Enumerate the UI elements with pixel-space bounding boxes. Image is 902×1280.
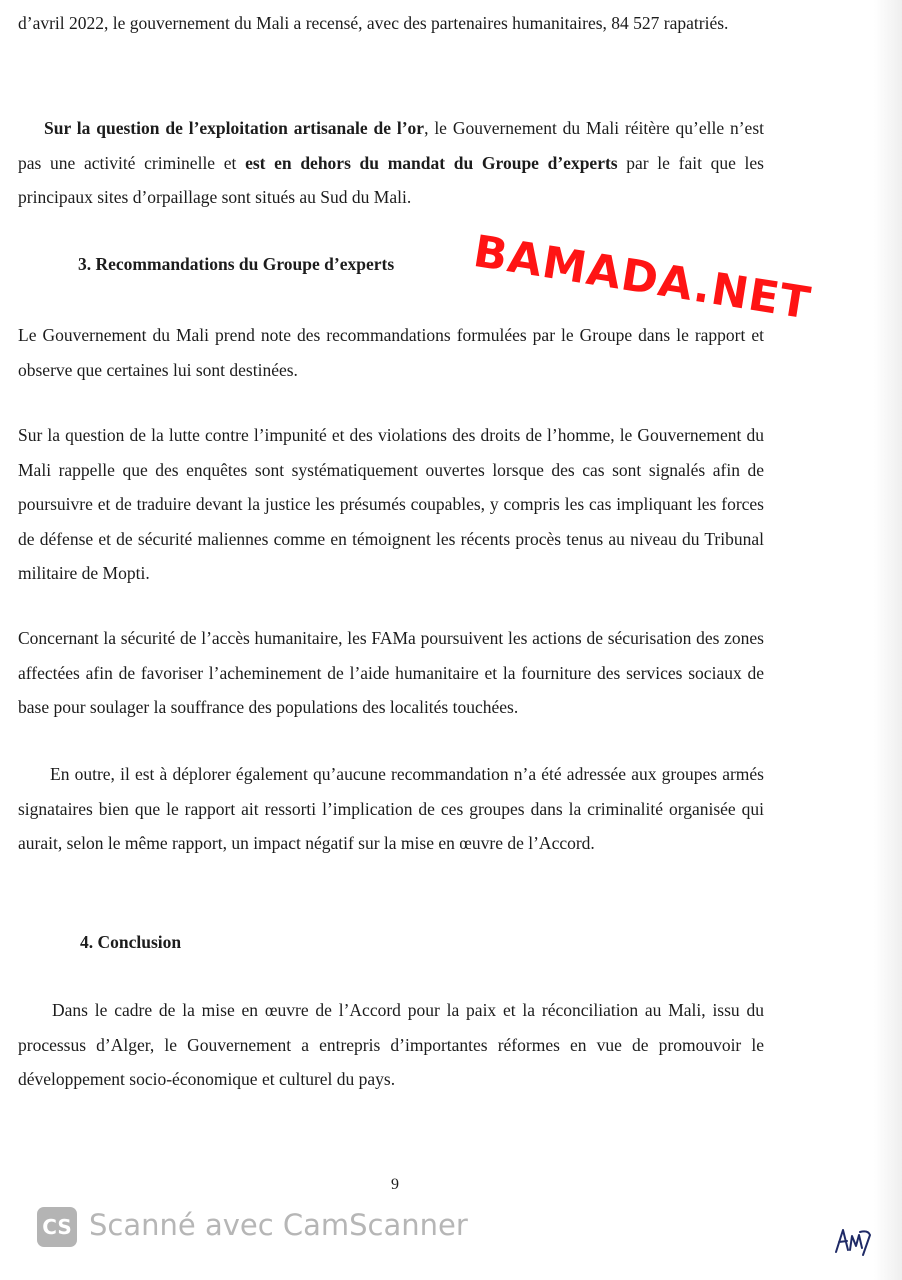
bold-mandate: est en dehors du mandat du Groupe d’experts [245,152,618,173]
paragraph-armed-groups: En outre, il est à déplorer également qu’aucune recommandation n’a été adressée aux groupes armés signataires bien que le rapport ait ressorti l’implication de ces groupes dans la criminalité organisée qui aurait, selon le même rapport, un impact négatif sur la mise en œuvre de l’Accord. [18,764,764,853]
paragraph-artisanal-gold [18,111,764,215]
scan-edge-shadow [874,0,902,1280]
heading-recommendations: 3. Recommandations du Groupe d’experts [78,254,395,274]
paragraph-humanitarian-access: Concernant la sécurité de l’accès humanitaire, les FAMa poursuivent les actions de sécurisation des zones affectées afin de favoriser l’acheminement de l’aide humanitaire et la fourniture des services sociaux de base pour soulager la souffrance des populations des localités touchées. [18,628,764,717]
paragraph-conclusion: Dans le cadre de la mise en œuvre de l’Accord pour la paix et la réconciliation au Mali, issu du processus d’Alger, le Gouvernement a entrepris d’importantes réformes en vue de promouvoir le développement socio-économique et culturel du pays. [18,1000,764,1089]
paragraph-recommendations: Le Gouvernement du Mali prend note des recommandations formulées par le Groupe dans le rapport et observe que certaines lui sont destinées. [18,325,764,380]
gold-text-2: par le fait que les principaux sites d’orpaillage sont situés au Sud du Mali. [18,152,764,207]
bold-gold-question: Sur la question de l’exploitation artisanale de l’or [44,118,425,138]
page-number: 9 [391,1176,399,1193]
bamada-watermark: BAMADA.NET [470,226,815,330]
gold-text-1: , le Gouvernement du Mali réitère qu’elle n’est pas une activité criminelle et [18,118,764,173]
handwritten-initials-icon [832,1222,874,1258]
paragraph-impunity: Sur la question de la lutte contre l’impunité et des violations des droits de l’homme, le Gouvernement du Mali rappelle que des enquêtes sont systématiquement ouvertes lorsque des cas sont signalés afin de poursuivre et de traduire devant la justice les présumés coupables, y compris les cas impliquant les forces de défense et de sécurité maliennes comme en témoignent les récents procès tenus au niveau du Tribunal militaire de Mopti. [18,425,764,583]
paragraph-repatriates: d’avril 2022, le gouvernement du Mali a recensé, avec des partenaires humanitaires, 84 527 rapatriés. [18,13,729,33]
heading-conclusion: 4. Conclusion [80,932,182,952]
camscanner-footer-text: Scanné avec CamScanner [89,1208,468,1242]
camscanner-logo-icon: CS [37,1207,77,1247]
